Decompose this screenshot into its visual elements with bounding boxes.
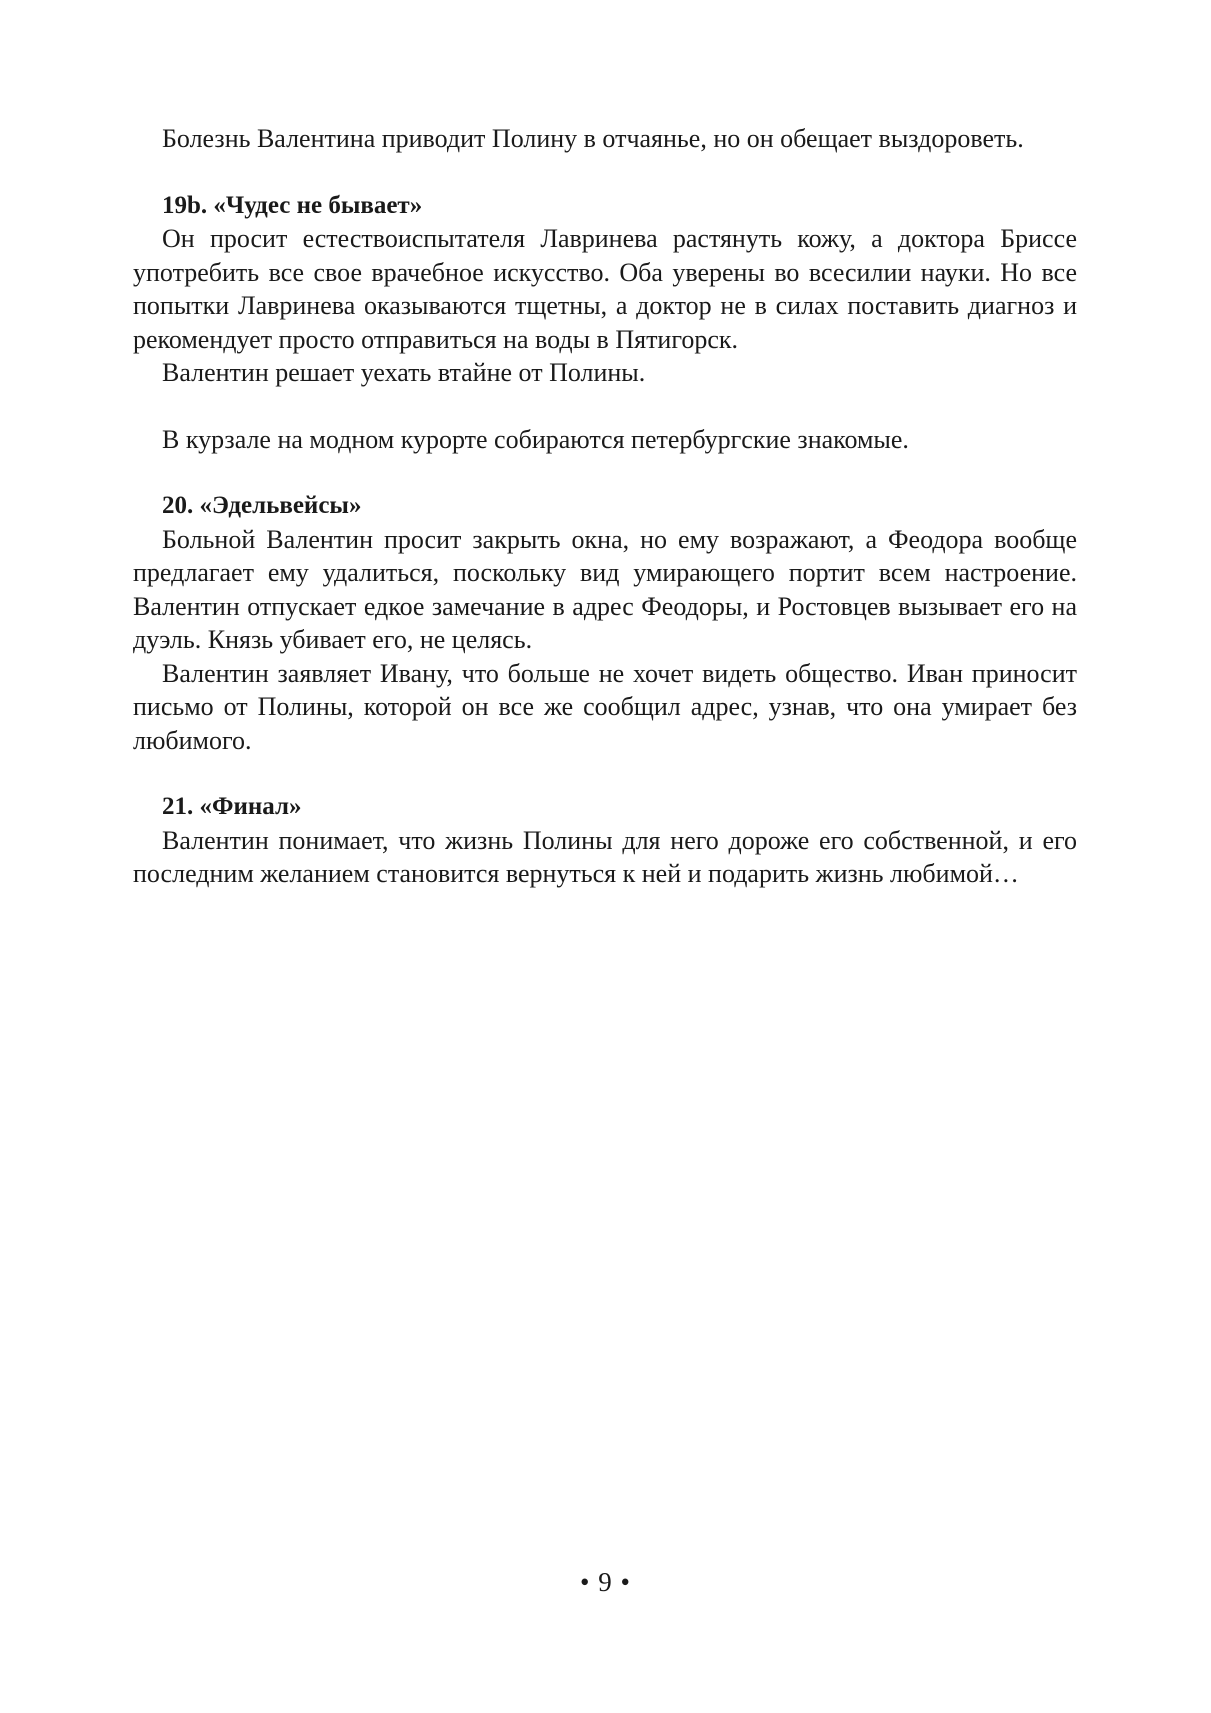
- section-19b-paragraph-2: Валентин решает уехать втайне от Полины.: [162, 358, 646, 387]
- intro-paragraph: Болезнь Валентина приводит Полину в отчаянье, но он обещает выздороветь.: [162, 124, 1024, 153]
- section-21: [133, 790, 1077, 891]
- section-21-heading: 21. «Финал»: [162, 793, 302, 820]
- section-19b: [133, 189, 1077, 390]
- page-body: [133, 122, 1077, 891]
- section-19b-heading: 19b. «Чудес не бывает»: [162, 191, 423, 219]
- section-20: [133, 489, 1077, 757]
- page-number: • 9 •: [580, 1567, 631, 1597]
- section-19b-paragraph-1: Он просит естествоиспытателя Лавринева растянуть кожу, а доктора Бриссе употребить все свое врачебное искусство. Оба уверены во всесилии науки. Но все попытки Лавринева оказываются тщетны, а доктор не в силах поставить диагноз и рекомендует просто отправиться на воды в Пятигорск.: [133, 224, 1077, 354]
- section-20-paragraph-2: Валентин заявляет Ивану, что больше не хочет видеть общество. Иван приносит письмо от Полины, которой он все же сообщил адрес, узнав, что она умирает без любимого.: [133, 658, 1077, 755]
- section-20-paragraph-1: Больной Валентин просит закрыть окна, но ему возражают, а Феодора вообще предлагает ему удалиться, поскольку вид умирающего портит всем настроение. Валентин отпускает едкое замечание в адрес Феодоры, и Ростовцев вызывает его на дуэль. Князь убивает его, не целясь.: [133, 524, 1077, 654]
- section-20-heading: 20. «Эдельвейсы»: [162, 492, 362, 519]
- interlude: [133, 423, 1077, 457]
- interlude-paragraph: В курзале на модном курорте собираются петербургские знакомые.: [162, 424, 909, 454]
- section-21-paragraph-1: Валентин понимает, что жизнь Полины для него дороже его собственной, и его последним желанием становится вернуться к ней и подарить жизнь любимой…: [133, 825, 1077, 888]
